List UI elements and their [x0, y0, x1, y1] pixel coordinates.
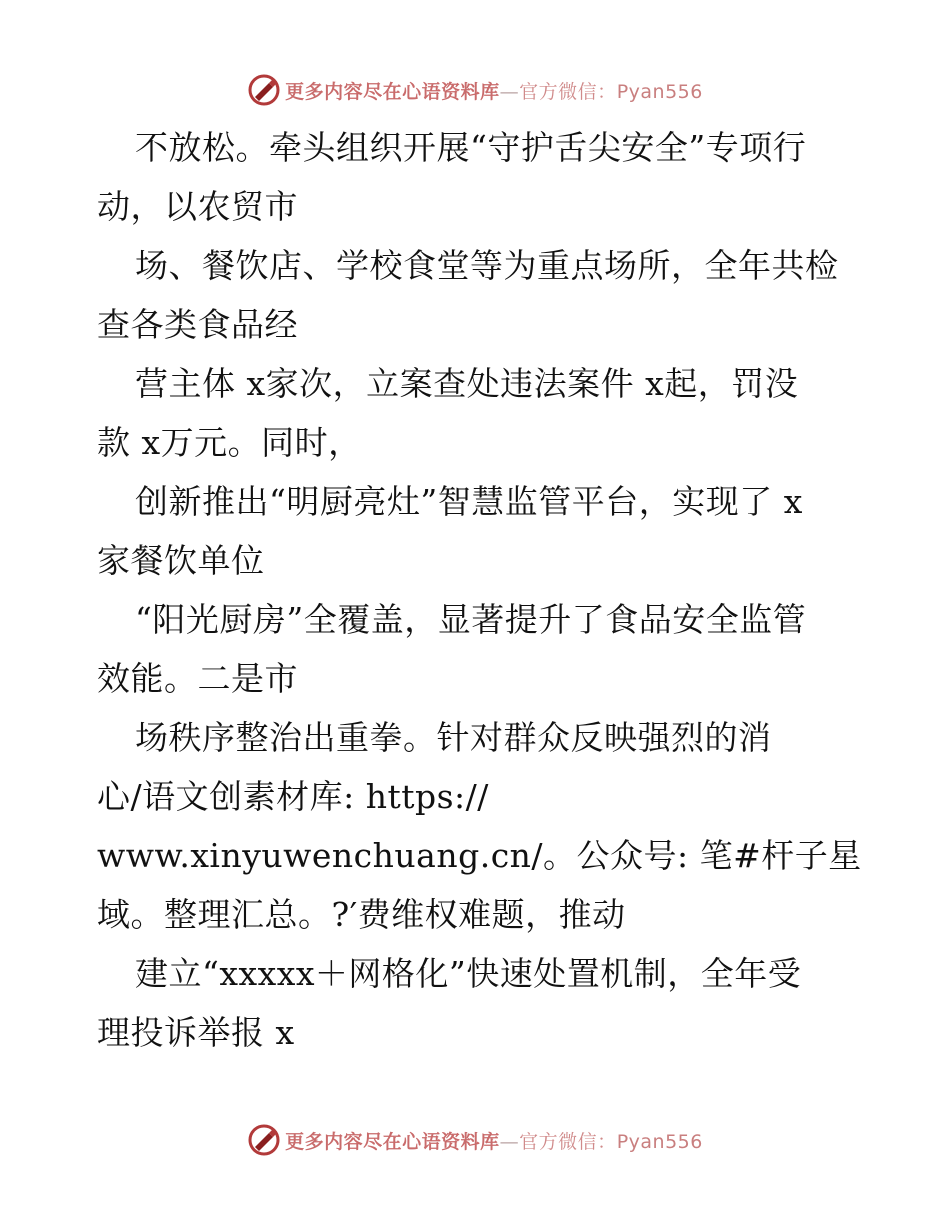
document-body	[97, 118, 862, 1062]
header-watermark-banner	[0, 70, 950, 110]
text-line: “阳光厨房”全覆盖，显著提升了食品安全监管	[135, 600, 807, 639]
banner-main: 更多内容尽在心语资料库	[285, 80, 500, 103]
text-line: 动，以农贸市	[97, 187, 298, 226]
text-line: www.xinyuwenchuang.cn/。公众号: 笔#杆子星	[97, 836, 862, 875]
text-line: 场秩序整治出重拳。针对群众反映强烈的消	[135, 718, 772, 757]
banner-wechat-label: 官方微信：	[519, 1130, 617, 1153]
text-line: 款 x万元。同时，	[97, 423, 362, 462]
banner-text	[285, 1127, 703, 1154]
banner-wechat-label: 官方微信：	[519, 80, 617, 103]
text-line: 不放松。牵头组织开展“守护舌尖安全”专项行	[135, 128, 807, 167]
pen-logo-icon	[247, 1123, 281, 1157]
footer-watermark-banner	[0, 1120, 950, 1160]
banner-dash: —	[499, 1130, 520, 1153]
text-line: 域。整理汇总。?′费维权难题，推动	[97, 895, 626, 934]
banner-main: 更多内容尽在心语资料库	[285, 1130, 500, 1153]
banner-wechat-id: Pyan556	[616, 80, 703, 103]
text-line: 建立“xxxxx＋网格化”快速处置机制，全年受	[135, 954, 802, 993]
text-line: 营主体 x家次，立案查处违法案件 x起，罚没	[135, 364, 799, 403]
pen-logo-icon	[247, 73, 281, 107]
text-line: 创新推出“明厨亮灶”智慧监管平台，实现了 x	[135, 482, 803, 521]
banner-wechat-id: Pyan556	[616, 1130, 703, 1153]
text-line: 理投诉举报 x	[97, 1013, 295, 1052]
text-line: 家餐饮单位	[97, 541, 265, 580]
banner-dash: —	[499, 80, 520, 103]
text-line: 效能。二是市	[97, 659, 298, 698]
text-line: 场、餐饮店、学校食堂等为重点场所，全年共检	[135, 246, 839, 285]
text-line: 查各类食品经	[97, 305, 298, 344]
text-line: 心/语文创素材库: https://	[97, 777, 489, 816]
banner-text	[285, 77, 703, 104]
